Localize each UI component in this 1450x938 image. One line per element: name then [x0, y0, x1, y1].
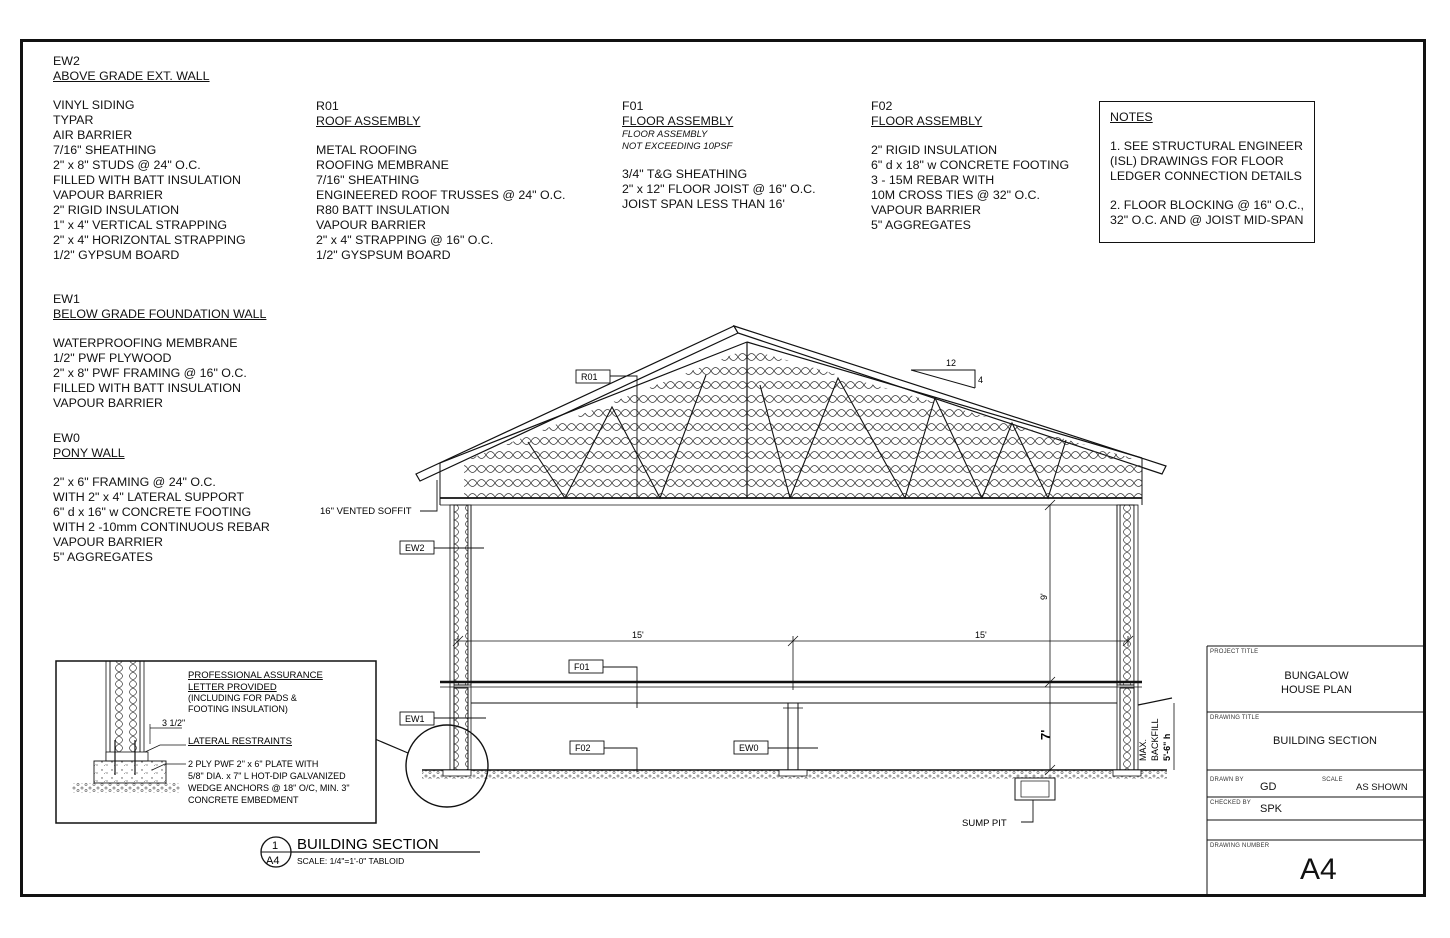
tag-ew0-label: EW0: [739, 743, 759, 753]
legend-code: F02: [871, 99, 893, 113]
tag-r01-label: R01: [581, 372, 598, 382]
legend-title: ROOF ASSEMBLY: [316, 114, 421, 128]
legend-title: BELOW GRADE FOUNDATION WALL: [53, 307, 267, 321]
legend-line: 3/4" T&G SHEATHING: [622, 167, 748, 181]
roof: [416, 326, 1166, 505]
legend-line: 7/16" SHEATHING: [316, 173, 420, 187]
legend-line: 5" AGGREGATES: [53, 550, 153, 564]
scale-value: AS SHOWN: [1356, 782, 1408, 793]
legend-line: R80 BATT INSULATION: [316, 203, 450, 217]
slope-indicator: [911, 358, 983, 388]
backfill-label-1: MAX.: [1138, 738, 1148, 761]
backfill-label-2: BACKFILL: [1150, 718, 1160, 761]
backfill-label-3: 5'-6" h: [1162, 733, 1172, 761]
legend-line: VAPOUR BARRIER: [53, 396, 163, 410]
legend-line: WITH 2 -10mm CONTINUOUS REBAR: [53, 520, 270, 534]
legend-line: 3 - 15M REBAR WITH: [871, 173, 995, 187]
legend-title: FLOOR ASSEMBLY: [622, 114, 734, 128]
legend-line: VAPOUR BARRIER: [871, 203, 981, 217]
legend-line: ENGINEERED ROOF TRUSSES @ 24" O.C.: [316, 188, 566, 202]
detail-note: (INCLUDING FOR PADS &: [188, 693, 297, 703]
detail-note: PROFESSIONAL ASSURANCE: [188, 670, 323, 681]
roof-insulation: [464, 349, 1142, 498]
note-item: 2. FLOOR BLOCKING @ 16" O.C., 32" O.C. AND @ JOIST MID-SPAN: [1110, 198, 1304, 227]
detail-note: 2 PLY PWF 2" x 6" PLATE WITH: [188, 759, 319, 769]
pony-wall: [788, 703, 798, 770]
tag-f01-label: F01: [574, 662, 590, 672]
legend-code: EW2: [53, 54, 80, 68]
legend-line: 2" x 12" FLOOR JOIST @ 16" O.C.: [622, 182, 816, 196]
legend-title: PONY WALL: [53, 446, 125, 460]
legend-line: 1/2" GYSPSUM BOARD: [316, 248, 451, 262]
drawn-by: GD: [1260, 781, 1277, 793]
legend-line: AIR BARRIER: [53, 128, 133, 142]
legend-line: 2" RIGID INSULATION: [871, 143, 998, 157]
legend-line: WITH 2" x 4" LATERAL SUPPORT: [53, 490, 245, 504]
sump-leader: [1021, 800, 1033, 822]
legend-line: 6" d x 16" w CONCRETE FOOTING: [53, 505, 252, 519]
drawing-number-label: DRAWING NUMBER: [1210, 843, 1270, 849]
checked-by: SPK: [1260, 803, 1283, 815]
legend-line: WATERPROOFING MEMBRANE: [53, 336, 238, 350]
section-scale: SCALE: 1/4"=1'-0" TABLOID: [297, 856, 405, 866]
notes-title: NOTES: [1110, 110, 1153, 124]
footing-detail: [56, 661, 376, 823]
slope-rise-label: 4: [978, 375, 984, 385]
legend-code: R01: [316, 99, 339, 113]
dim-left-span: 15': [632, 630, 644, 640]
dimension-lines: [453, 500, 1174, 775]
legend-line: 2" x 8" PWF FRAMING @ 16" O.C.: [53, 366, 247, 380]
detail-dimension: 3 1/2": [162, 718, 186, 728]
legend-line: VINYL SIDING: [53, 98, 135, 112]
detail-note: FOOTING INSULATION): [188, 704, 288, 714]
legend-line: VAPOUR BARRIER: [53, 535, 163, 549]
legend-line: 2" x 4" HORIZONTAL STRAPPING: [53, 233, 246, 247]
detail-note: WEDGE ANCHORS @ 18" O/C, MIN. 3": [188, 783, 350, 793]
legend-line: FILLED WITH BATT INSULATION: [53, 381, 241, 395]
dim-right-span: 15': [975, 630, 987, 640]
drawn-by-label: DRAWN BY: [1210, 777, 1244, 783]
scale-label: SCALE: [1322, 777, 1343, 783]
legend-code: EW1: [53, 292, 80, 306]
dim-wall-height: 9': [1039, 593, 1049, 600]
legend-line: VAPOUR BARRIER: [316, 218, 426, 232]
legend-line: 2" x 4" STRAPPING @ 16" O.C.: [316, 233, 494, 247]
legend-line: 1/2" PWF PLYWOOD: [53, 351, 172, 365]
drawing-title-label: DRAWING TITLE: [1210, 715, 1260, 721]
soffit-label: 16" VENTED SOFFIT: [320, 506, 412, 517]
project-title-1: BUNGALOW: [1284, 670, 1349, 682]
tag-ew1-label: EW1: [405, 714, 425, 724]
project-title-label: PROJECT TITLE: [1210, 649, 1259, 655]
legend-line: 10M CROSS TIES @ 32" O.C.: [871, 188, 1040, 202]
legend-subtitle: FLOOR ASSEMBLY: [622, 129, 708, 140]
legend-line: 5" AGGREGATES: [871, 218, 971, 232]
legend-code: F01: [622, 99, 644, 113]
tag-f02-label: F02: [575, 743, 591, 753]
legend-line: ROOFING MEMBRANE: [316, 158, 449, 172]
project-title-2: HOUSE PLAN: [1281, 684, 1352, 696]
detail-callout-circle: [406, 725, 488, 807]
detail-note: CONCRETE EMBEDMENT: [188, 795, 299, 805]
note-item: 1. SEE STRUCTURAL ENGINEER (ISL) DRAWINGS FOR FLOOR LEDGER CONNECTION DETAILS: [1110, 139, 1304, 183]
legend-line: FILLED WITH BATT INSULATION: [53, 173, 241, 187]
legend-line: 2" RIGID INSULATION: [53, 203, 180, 217]
legend-title: ABOVE GRADE EXT. WALL: [53, 69, 210, 83]
legend-line: 2" x 6" FRAMING @ 24" O.C.: [53, 475, 216, 489]
drawing-number: A4: [1300, 853, 1337, 886]
detail-note: 5/8" DIA. x 7" L HOT-DIP GALVANIZED: [188, 771, 346, 781]
drawing-title: BUILDING SECTION: [1273, 735, 1377, 747]
legend-line: 2" x 8" STUDS @ 24" O.C.: [53, 158, 201, 172]
legend-line: METAL ROOFING: [316, 143, 418, 157]
legend-line: JOIST SPAN LESS THAN 16': [622, 197, 785, 211]
legend-line: 1/2" GYPSUM BOARD: [53, 248, 180, 262]
detail-note: LATERAL RESTRAINTS: [188, 736, 292, 747]
soffit-leader: [420, 480, 437, 511]
slope-run-label: 12: [946, 358, 957, 368]
tag-ew2-label: EW2: [405, 543, 425, 553]
legend-subtitle: NOT EXCEEDING 10PSF: [622, 141, 733, 152]
section-title-text: BUILDING SECTION: [297, 836, 439, 853]
section-number: 1: [272, 840, 279, 852]
legend-code: EW0: [53, 431, 80, 445]
legend-line: 7/16" SHEATHING: [53, 143, 157, 157]
section-sheet: A4: [266, 855, 280, 867]
sump-pit-label: SUMP PIT: [962, 818, 1007, 829]
floor-system: [440, 682, 1142, 770]
detail-note: LETTER PROVIDED: [188, 682, 277, 693]
legend-title: FLOOR ASSEMBLY: [871, 114, 983, 128]
legend-line: VAPOUR BARRIER: [53, 188, 163, 202]
legend-line: 6" d x 18" w CONCRETE FOOTING: [871, 158, 1070, 172]
checked-by-label: CHECKED BY: [1210, 800, 1252, 806]
dim-basement-height: 7': [1038, 729, 1053, 740]
legend-line: 1" x 4" VERTICAL STRAPPING: [53, 218, 228, 232]
section-title: [261, 836, 480, 867]
legend-line: TYPAR: [53, 113, 94, 127]
